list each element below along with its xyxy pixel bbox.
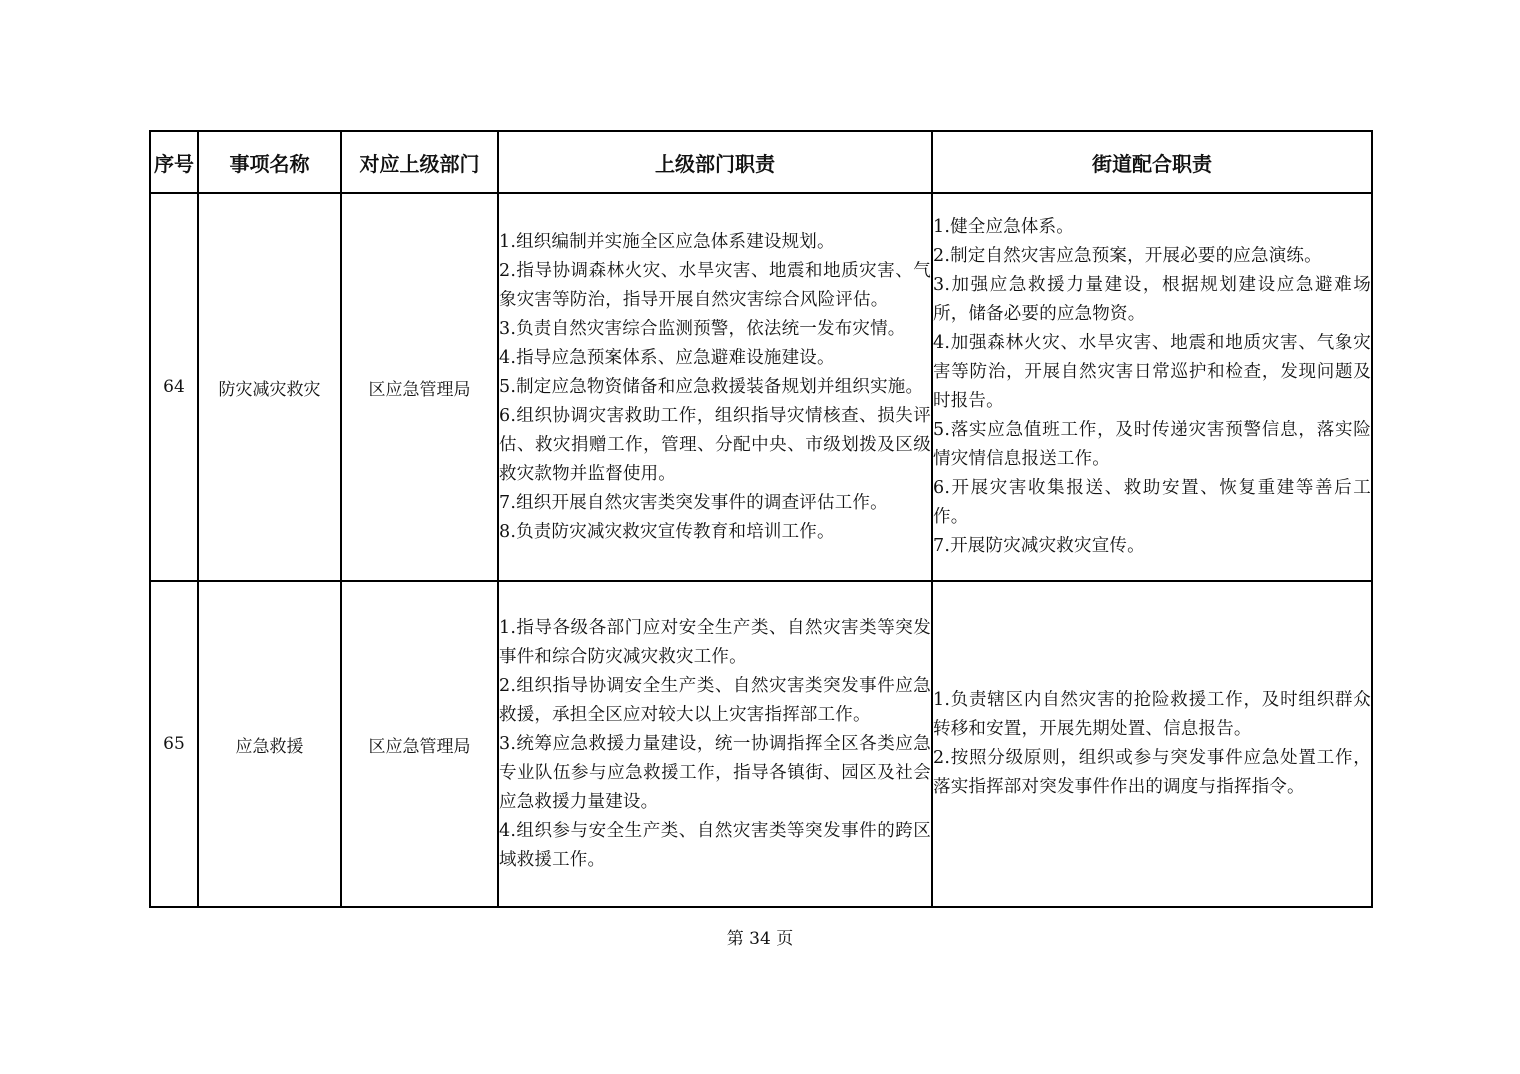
street-duty-item: 6.开展灾害收集报送、救助安置、恢复重建等善后工作。 xyxy=(933,478,1371,527)
street-duty-item: 4.加强森林火灾、水旱灾害、地震和地质灾害、气象灾害等防治，开展自然灾害日常巡护和检查，发现问题及时报告。 xyxy=(933,333,1371,411)
upper-duty-item: 3.负责自然灾害综合监测预警，依法统一发布灾情。 xyxy=(499,318,906,339)
row-street-duties xyxy=(932,193,1372,581)
street-duty-item: 1.负责辖区内自然灾害的抢险救援工作，及时组织群众转移和安置，开展先期处置、信息报告。 xyxy=(933,690,1371,739)
street-duty-list xyxy=(933,686,1371,802)
duty-table-container xyxy=(149,130,1371,908)
upper-duty-item: 6.组织协调灾害救助工作，组织指导灾情核查、损失评估、救灾捐赠工作，管理、分配中央、市级划拨及区级救灾款物并监督使用。 xyxy=(499,405,931,484)
table-row xyxy=(150,193,1372,581)
header-upper-duties: 上级部门职责 xyxy=(498,131,932,193)
street-duty-list xyxy=(933,213,1371,561)
row-upper-duties xyxy=(498,193,932,581)
upper-duty-item: 1.指导各级各部门应对安全生产类、自然灾害类等突发事件和综合防灾减灾救灾工作。 xyxy=(499,617,931,667)
upper-duty-item: 8.负责防灾减灾救灾宣传教育和培训工作。 xyxy=(499,521,835,542)
street-duty-item: 5.落实应急值班工作，及时传递灾害预警信息，落实险情灾情信息报送工作。 xyxy=(933,420,1371,469)
row-index: 65 xyxy=(150,581,198,907)
duty-table xyxy=(149,130,1373,908)
row-street-duties xyxy=(932,581,1372,907)
street-duty-item: 1.健全应急体系。 xyxy=(933,217,1074,237)
upper-duty-list xyxy=(499,614,931,875)
upper-duty-item: 1.组织编制并实施全区应急体系建设规划。 xyxy=(499,231,835,252)
upper-duty-item: 3.统筹应急救援力量建设，统一协调指挥全区各类应急专业队伍参与应急救援工作，指导各镇街、园区及社会应急救援力量建设。 xyxy=(499,733,931,812)
header-department: 对应上级部门 xyxy=(341,131,498,193)
header-item-name: 事项名称 xyxy=(198,131,341,193)
street-duty-item: 7.开展防灾减灾救灾宣传。 xyxy=(933,536,1145,556)
street-duty-item: 2.制定自然灾害应急预案，开展必要的应急演练。 xyxy=(933,246,1322,266)
upper-duty-item: 2.组织指导协调安全生产类、自然灾害类突发事件应急救援，承担全区应对较大以上灾害指挥部工作。 xyxy=(499,675,931,725)
table-header-row xyxy=(150,131,1372,193)
upper-duty-item: 7.组织开展自然灾害类突发事件的调查评估工作。 xyxy=(499,492,888,513)
row-upper-duties xyxy=(498,581,932,907)
row-item-name: 防灾减灾救灾 xyxy=(198,193,341,581)
upper-duty-item: 5.制定应急物资储备和应急救援装备规划并组织实施。 xyxy=(499,376,924,397)
upper-duty-item: 4.指导应急预案体系、应急避难设施建设。 xyxy=(499,347,835,368)
street-duty-item: 3.加强应急救援力量建设，根据规划建设应急避难场所，储备必要的应急物资。 xyxy=(933,275,1371,324)
upper-duty-item: 2.指导协调森林火灾、水旱灾害、地震和地质灾害、气象灾害等防治，指导开展自然灾害综合风险评估。 xyxy=(499,260,931,310)
table-row xyxy=(150,581,1372,907)
row-item-name: 应急救援 xyxy=(198,581,341,907)
upper-duty-item: 4.组织参与安全生产类、自然灾害类等突发事件的跨区域救援工作。 xyxy=(499,820,931,870)
row-department: 区应急管理局 xyxy=(341,581,498,907)
page-number: 第 34 页 xyxy=(726,929,794,949)
upper-duty-list xyxy=(499,228,931,547)
row-index: 64 xyxy=(150,193,198,581)
header-index: 序号 xyxy=(150,131,198,193)
header-street-duties: 街道配合职责 xyxy=(932,131,1372,193)
street-duty-item: 2.按照分级原则，组织或参与突发事件应急处置工作，落实指挥部对突发事件作出的调度与指挥指令。 xyxy=(933,748,1371,797)
row-department: 区应急管理局 xyxy=(341,193,498,581)
